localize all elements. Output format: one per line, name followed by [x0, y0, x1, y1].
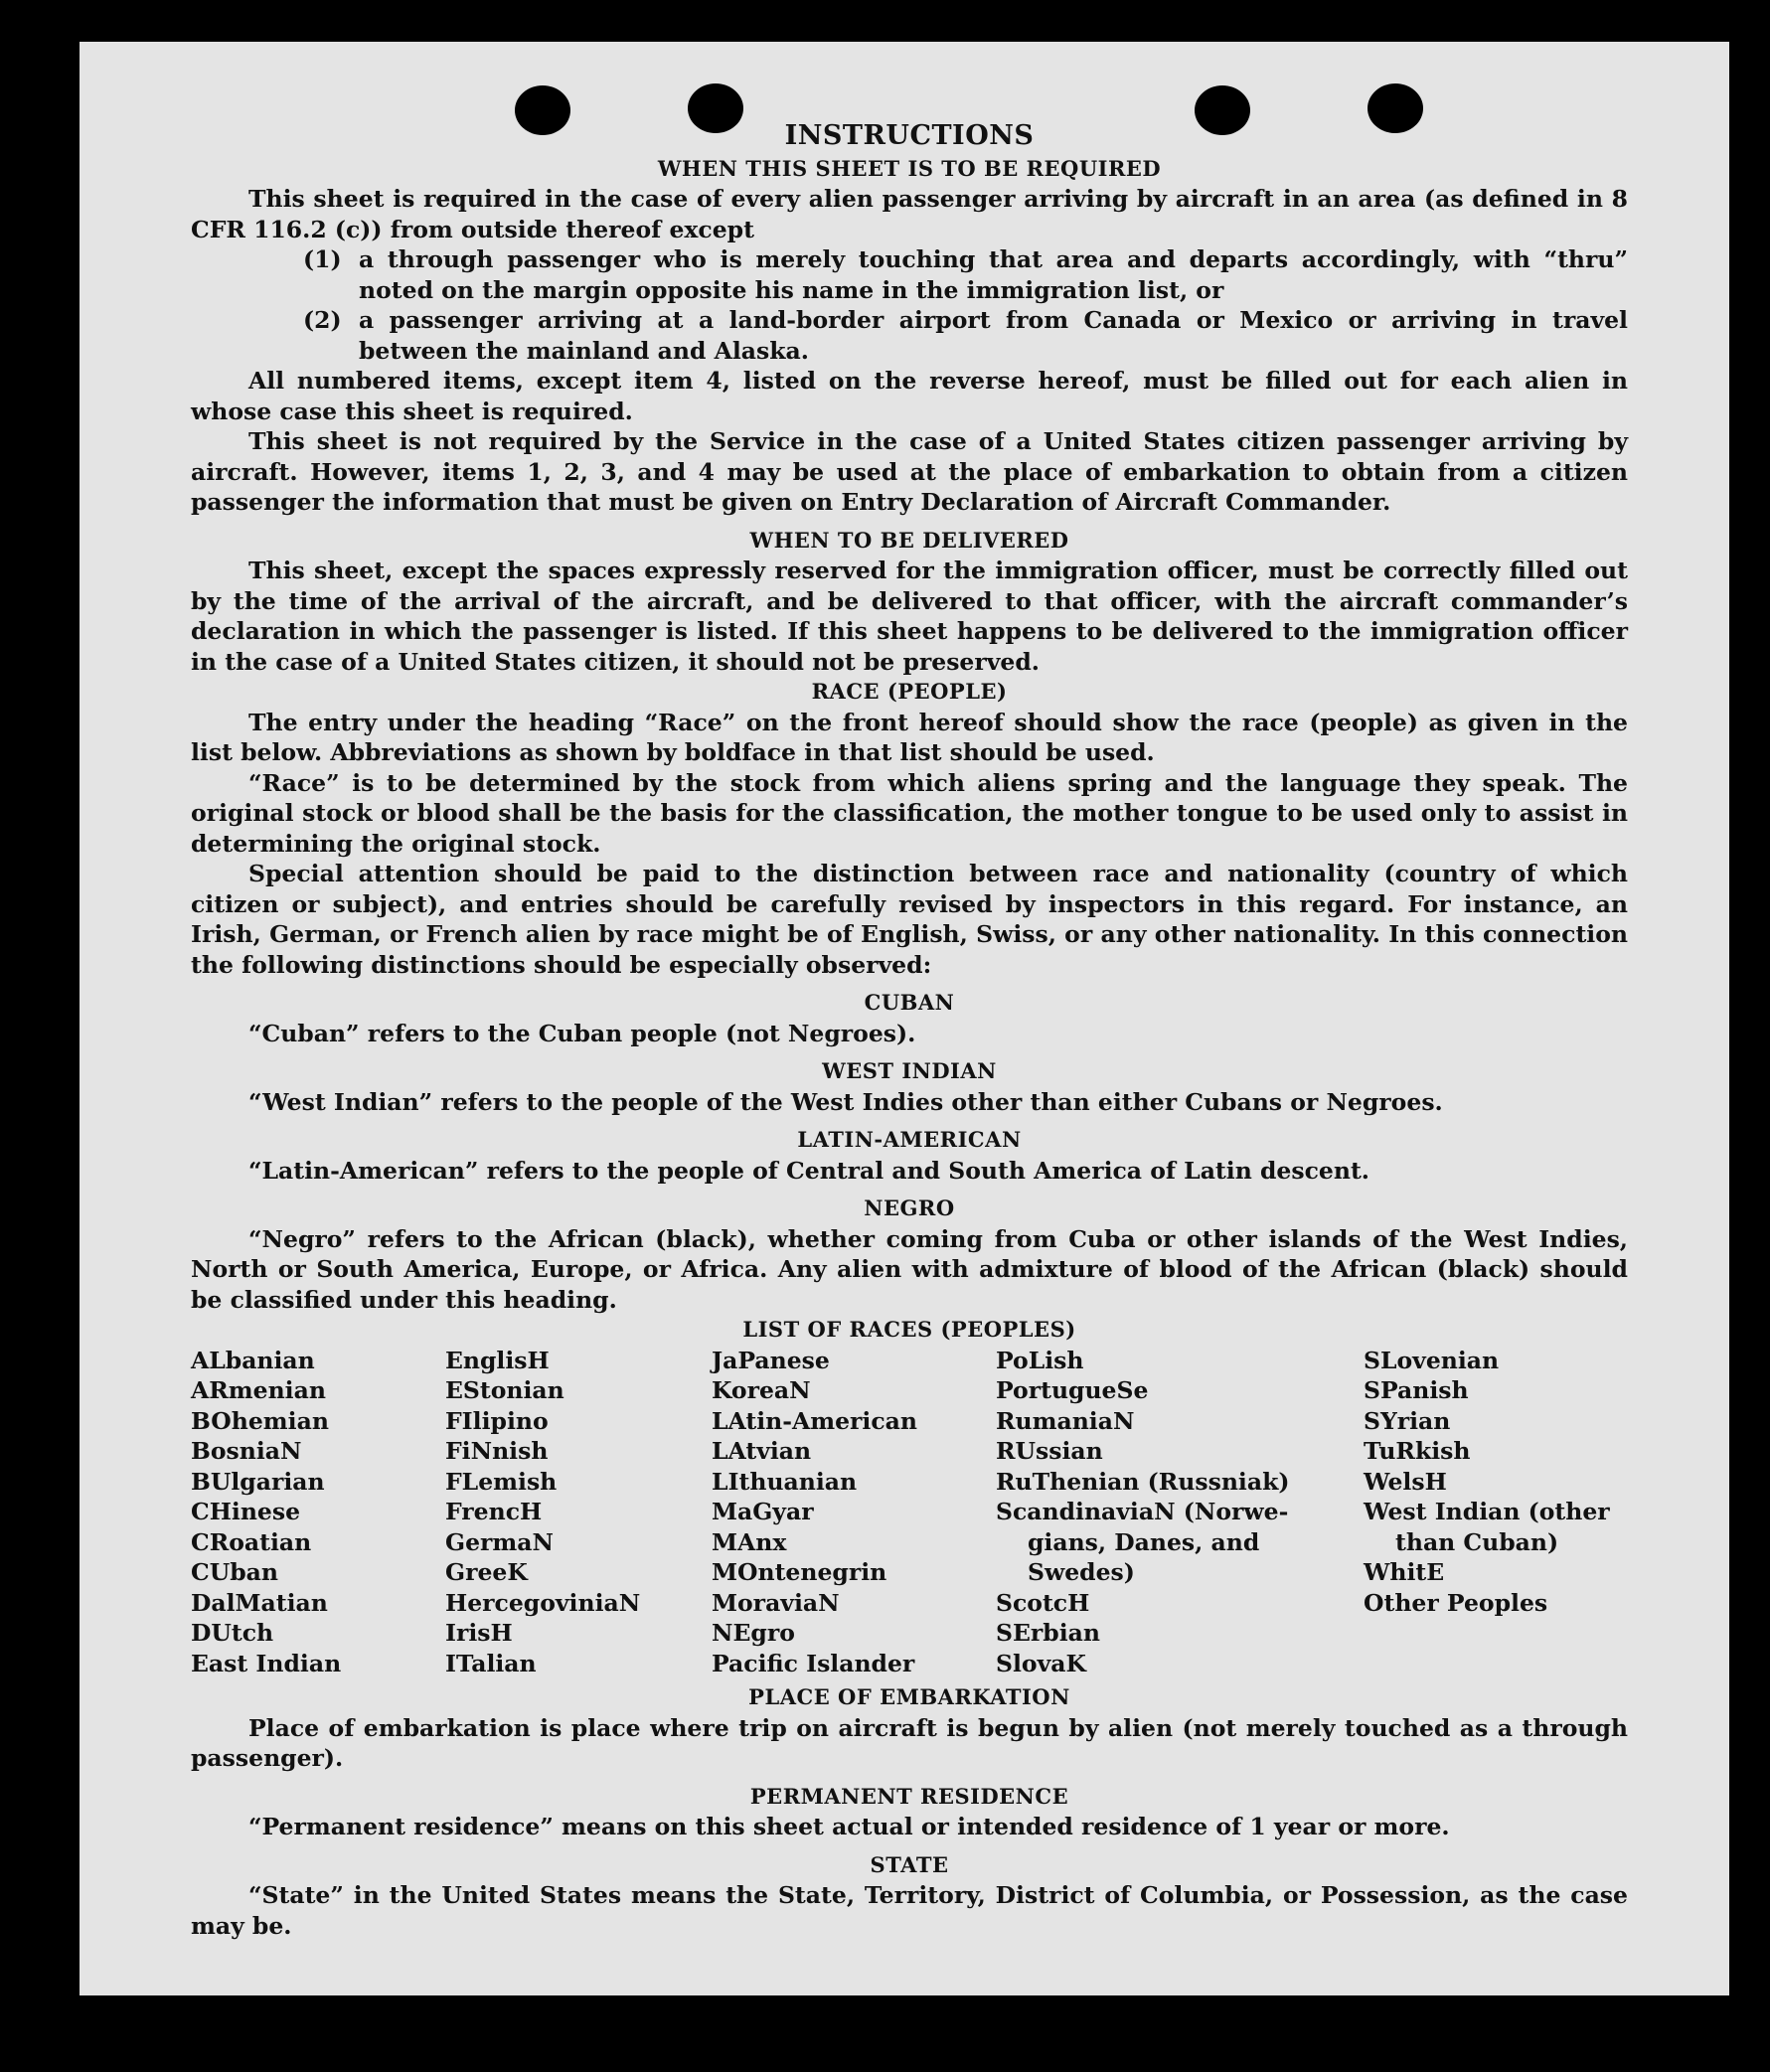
race-entry: LIthuanian [712, 1467, 858, 1496]
paragraph: This sheet, except the spaces expressly reserved for the immigration officer, must be correctly filled out by the time of the arrival of the aircraft, and be delivered to that officer, with the aircraft commander’s declaration in which the passenger is listed. If this sheet happens to be delivered to the immigration officer in the case of a United States citizen, it should not be preserved. [191, 557, 1628, 676]
document-sheet [80, 42, 1729, 1995]
race-entry: DalMatian [191, 1588, 328, 1617]
section-heading-west-indian: WEST INDIAN [822, 1058, 997, 1083]
paragraph: “State” in the United States means the State, Territory, District of Columbia, or Possession, as the case may be. [191, 1881, 1628, 1940]
race-entry: SLovenian [1364, 1346, 1500, 1374]
race-entry: GermaN [445, 1527, 554, 1556]
race-entry: MaGyar [712, 1498, 814, 1525]
race-entry: Pacific Islander [712, 1649, 915, 1677]
race-entry: MAnx [712, 1527, 787, 1556]
paragraph: The entry under the heading “Race” on the front hereof should show the race (people) as given in the list below. Abbreviations as shown by boldface in that list should be used. [191, 708, 1628, 766]
race-entry: SYrian [1364, 1406, 1451, 1435]
section-heading-embarkation: PLACE OF EMBARKATION [748, 1684, 1070, 1709]
race-entry: East Indian [191, 1649, 342, 1677]
race-entry: MOntenegrin [712, 1558, 887, 1586]
exception-number: (1) [303, 245, 342, 273]
section-heading-latin-american: LATIN-AMERICAN [797, 1127, 1022, 1152]
race-entry: FLemish [445, 1467, 558, 1496]
race-entry: LAtin-American [712, 1406, 917, 1435]
race-entry: NEgro [712, 1619, 795, 1647]
race-entry: EnglisH [445, 1346, 550, 1374]
race-entry: West Indian (other [1364, 1498, 1610, 1525]
races-column [1364, 1346, 1628, 1679]
paragraph: Special attention should be paid to the distinction between race and nationality (country of which citizen or subject), and entries should be carefully revised by inspectors in this regard. For instance, an Irish, German, or French alien by race might be of English, Swiss, or any other nationality. In this connection the following distinctions should be especially observed: [191, 860, 1628, 979]
races-column [445, 1346, 712, 1679]
race-entry: CRoatian [191, 1527, 312, 1556]
race-entry: WhitE [1364, 1558, 1445, 1586]
section-heading-negro: NEGRO [864, 1195, 955, 1220]
races-column [191, 1346, 445, 1679]
paragraph: “West Indian” refers to the people of the West Indies other than either Cubans or Negroes. [248, 1087, 1443, 1116]
race-entry: ScandinaviaN (Norwe- [996, 1498, 1289, 1525]
race-entry: Swedes) [1028, 1558, 1135, 1586]
paragraph: “Permanent residence” means on this sheet actual or intended residence of 1 year or more. [248, 1813, 1450, 1840]
race-entry: BOhemian [191, 1406, 329, 1435]
section-heading-when-required: WHEN THIS SHEET IS TO BE REQUIRED [657, 155, 1162, 181]
race-entry: SErbian [996, 1619, 1100, 1647]
exception-text: a through passenger who is merely touching that area and departs accordingly, with “thru” noted on the margin opposite his name in the immigration list, or [359, 245, 1628, 304]
exception-item [191, 244, 1628, 305]
paragraph: “Negro” refers to the African (black), whether coming from Cuba or other islands of the West Indies, North or South America, Europe, or Africa. Any alien with admixture of blood of the African (black) should be classified under this heading. [191, 1224, 1628, 1314]
paragraph: All numbered items, except item 4, listed on the reverse hereof, must be filled out for each alien in whose case this sheet is required. [191, 367, 1628, 425]
race-entry: SPanish [1364, 1376, 1469, 1404]
race-entry: PoLish [996, 1346, 1084, 1374]
exception-number: (2) [303, 306, 342, 334]
races-column [996, 1346, 1364, 1679]
race-entry: ITalian [445, 1649, 537, 1677]
race-entry: WelsH [1364, 1467, 1447, 1496]
race-entry: EStonian [445, 1376, 564, 1404]
paragraph: Place of embarkation is place where trip on aircraft is begun by alien (not merely touched as a through passenger). [191, 1713, 1628, 1772]
race-entry: FrencH [445, 1498, 543, 1525]
race-entry: DUtch [191, 1619, 274, 1647]
instructions-body [191, 121, 1628, 1941]
section-heading-when-delivered: WHEN TO BE DELIVERED [749, 527, 1069, 553]
race-entry: ARmenian [191, 1376, 326, 1404]
race-entry: RuThenian (Russniak) [996, 1467, 1290, 1496]
section-heading-cuban: CUBAN [864, 990, 955, 1015]
paragraph: “Race” is to be determined by the stock from which aliens spring and the language they speak. The original stock or blood shall be the basis for the classification, the mother tongue to be used only to assist in determining the original stock. [191, 768, 1628, 858]
race-entry: JaPanese [712, 1346, 830, 1374]
race-entry: RUssian [996, 1437, 1103, 1465]
race-entry: HercegoviniaN [445, 1588, 641, 1617]
race-entry: Other Peoples [1364, 1588, 1548, 1617]
race-entry: CHinese [191, 1498, 301, 1525]
paragraph: “Cuban” refers to the Cuban people (not Negroes). [248, 1019, 916, 1047]
race-entry: BosniaN [191, 1437, 302, 1465]
races-list [191, 1346, 1628, 1679]
page-title: INSTRUCTIONS [784, 120, 1035, 151]
race-entry: BUlgarian [191, 1467, 325, 1496]
section-heading-race: RACE (PEOPLE) [811, 679, 1008, 704]
race-entry: KoreaN [712, 1376, 811, 1404]
races-column [712, 1346, 996, 1679]
race-entry: GreeK [445, 1558, 528, 1586]
section-heading-state: STATE [870, 1851, 949, 1877]
race-entry: FiNnish [445, 1437, 549, 1465]
paragraph: “Latin-American” refers to the people of Central and South America of Latin descent. [248, 1156, 1369, 1185]
race-entry: gians, Danes, and [1028, 1527, 1260, 1556]
section-heading-races-list: LIST OF RACES (PEOPLES) [742, 1317, 1076, 1342]
exception-text: a passenger arriving at a land-border airport from Canada or Mexico or arriving in travel between the mainland and Alaska. [359, 306, 1628, 365]
race-entry: LAtvian [712, 1437, 812, 1465]
race-entry: SlovaK [996, 1649, 1086, 1677]
paragraph: This sheet is required in the case of every alien passenger arriving by aircraft in an area (as defined in 8 CFR 116.2 (c)) from outside thereof except [191, 185, 1628, 243]
paragraph: This sheet is not required by the Service in the case of a United States citizen passenger arriving by aircraft. However, items 1, 2, 3, and 4 may be used at the place of embarkation to obtain from a citizen passenger the information that must be given on Entry Declaration of Aircraft Commander. [191, 427, 1628, 516]
race-entry: MoraviaN [712, 1588, 840, 1617]
race-entry: CUban [191, 1558, 278, 1586]
race-entry: RumaniaN [996, 1406, 1135, 1435]
section-heading-residence: PERMANENT RESIDENCE [749, 1783, 1069, 1809]
race-entry: PortugueSe [996, 1376, 1149, 1404]
race-entry: TuRkish [1364, 1437, 1471, 1465]
race-entry: ScotcH [996, 1588, 1090, 1617]
exception-item [191, 305, 1628, 366]
race-entry: FIlipino [445, 1406, 549, 1435]
race-entry: than Cuban) [1395, 1527, 1559, 1556]
race-entry: ALbanian [191, 1346, 315, 1374]
race-entry: IrisH [445, 1619, 513, 1647]
